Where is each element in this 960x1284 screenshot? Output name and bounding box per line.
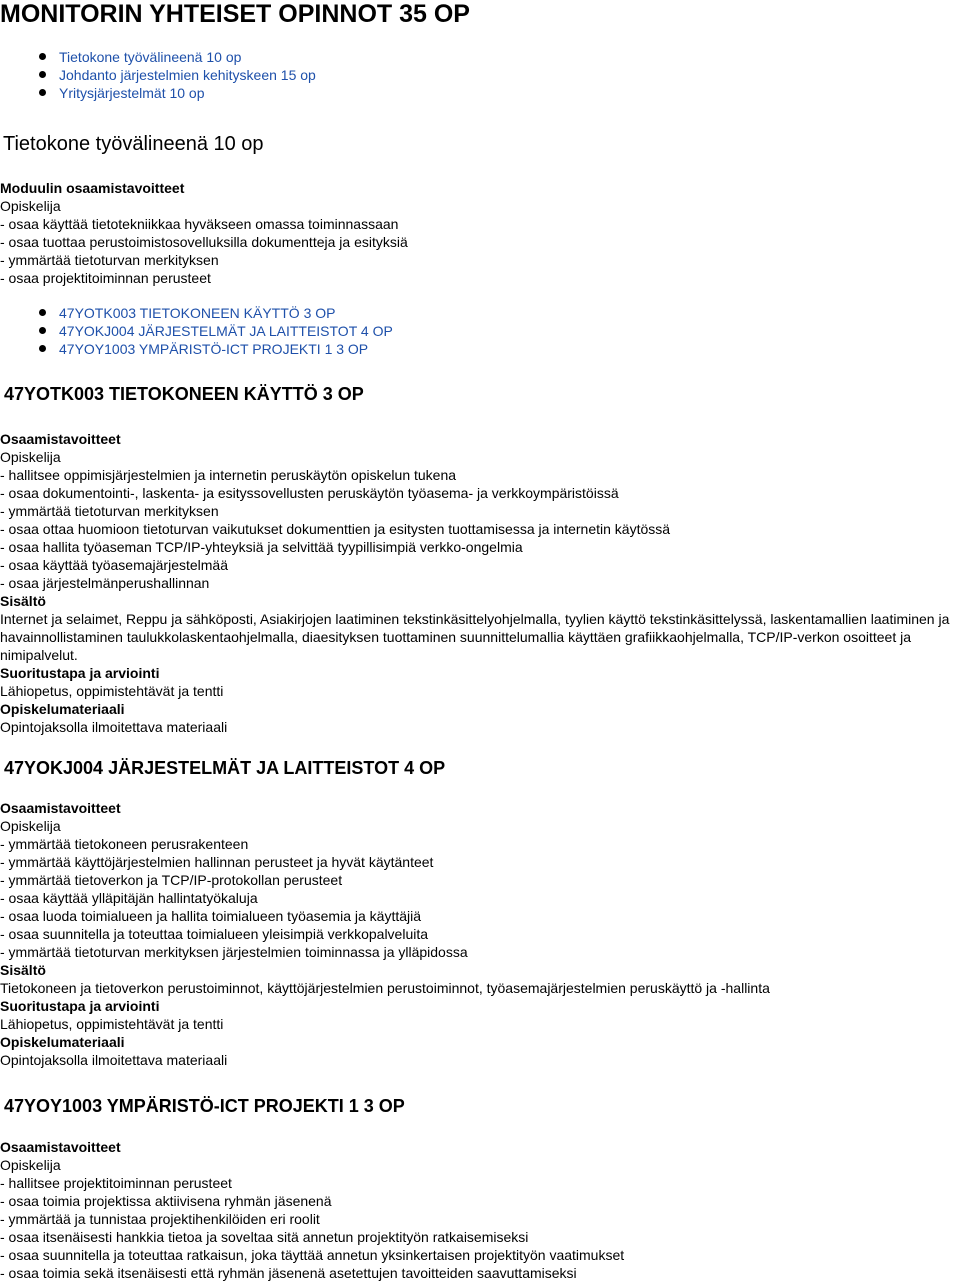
goal-line: - hallitsee projektitoiminnan perusteet [0, 1175, 232, 1191]
goal-line: - osaa ottaa huomioon tietoturvan vaikutukset dokumenttien ja esitysten tuottamisessa ja internetin käytössä [0, 521, 671, 537]
goals-heading: Osaamistavoitteet [0, 800, 121, 816]
content-text: Internet ja selaimet, Reppu ja sähköposti, Asiakirjojen laatiminen tekstinkäsittelyohjelmalla, tyylien käyttö tekstinkäsittelyssä, laskentamallien laatiminen ja havainnollistaminen taulukkolaskentaohjelmalla, diaesityksen tuottaminen suunnittelumallia käyttäen grafiikkaohjelmalla, TCP/IP-verkon osoitteet ja nimipalvelut. [0, 611, 950, 663]
goal-line: - ymmärtää tietoturvan merkityksen [0, 503, 219, 519]
content-text: Tietokoneen ja tietoverkon perustoiminnot, käyttöjärjestelmien perustoiminnot, työasemajärjestelmien peruskäyttö ja -hallinta [0, 980, 770, 996]
goal-line: - ymmärtää käyttöjärjestelmien hallinnan perusteet ja hyvät käytänteet [0, 854, 434, 870]
bullet-icon [39, 345, 46, 352]
module-goal-line: - osaa projektitoiminnan perusteet [0, 270, 211, 286]
student-label: Opiskelija [0, 818, 61, 834]
goal-line: - ymmärtää tietoverkon ja TCP/IP-protokollan perusteet [0, 872, 343, 888]
goal-line: - osaa suunnitella ja toteuttaa toimialueen yleisimpiä verkkopalveluita [0, 926, 429, 942]
content-heading: Sisältö [0, 962, 46, 978]
goal-line: - osaa luoda toimialueen ja hallita toimialueen työasemia ja käyttäjiä [0, 908, 422, 924]
top-link-label[interactable]: Johdanto järjestelmien kehityskeen 15 op [59, 67, 316, 83]
material-heading: Opiskelumateriaali [0, 701, 125, 717]
goal-line: - hallitsee oppimisjärjestelmien ja internetin peruskäytön opiskelun tukena [0, 467, 457, 483]
method-text: Lähiopetus, oppimistehtävät ja tentti [0, 683, 224, 699]
method-text: Lähiopetus, oppimistehtävät ja tentti [0, 1016, 224, 1032]
module-goals-block [0, 179, 960, 287]
goal-line: - osaa itsenäisesti hankkia tietoa ja soveltaa sitä annetun projektityön ratkaisemiseksi [0, 1229, 529, 1245]
module-goal-line: - osaa käyttää tietotekniikkaa hyväkseen omassa toiminnassaan [0, 216, 399, 232]
material-text: Opintojaksolla ilmoitettava materiaali [0, 1052, 228, 1068]
material-heading: Opiskelumateriaali [0, 1034, 125, 1050]
student-label: Opiskelija [0, 449, 61, 465]
goal-line: - ymmärtää tietokoneen perusrakenteen [0, 836, 249, 852]
goal-line: - osaa dokumentointi-, laskenta- ja esityssovellusten peruskäytön työasema- ja verkkoympäristöissä [0, 485, 619, 501]
bullet-icon [39, 309, 46, 316]
course-link-label[interactable]: 47YOKJ004 JÄRJESTELMÄT JA LAITTEISTOT 4 OP [59, 323, 393, 339]
method-heading: Suoritustapa ja arviointi [0, 665, 160, 681]
goal-line: - osaa suunnitella ja toteuttaa ratkaisun, joka täyttää annetun yksinkertaisen projektityön vaatimukset [0, 1247, 625, 1263]
goal-line: - osaa toimia sekä itsenäisesti että ryhmän jäsenenä asetettujen tavoitteiden saavuttamiseksi [0, 1265, 577, 1281]
module-title: Tietokone työvälineenä 10 op [3, 133, 264, 155]
bullet-icon [39, 53, 46, 60]
method-heading: Suoritustapa ja arviointi [0, 998, 160, 1014]
module-goals-heading: Moduulin osaamistavoitteet [0, 180, 185, 196]
material-text: Opintojaksolla ilmoitettava materiaali [0, 719, 228, 735]
goal-line: - osaa hallita työaseman TCP/IP-yhteyksiä ja selvittää tyypillisimpiä verkko-ongelmia [0, 539, 523, 555]
course-title: 47YOTK003 TIETOKONEEN KÄYTTÖ 3 OP [4, 384, 364, 404]
goal-line: - osaa käyttää työasemajärjestelmää [0, 557, 228, 573]
bullet-icon [39, 89, 46, 96]
content-heading: Sisältö [0, 593, 46, 609]
goal-line: - osaa käyttää ylläpitäjän hallintatyökaluja [0, 890, 258, 906]
goal-line: - ymmärtää ja tunnistaa projektihenkilöiden eri roolit [0, 1211, 320, 1227]
course-title: 47YOY1003 YMPÄRISTÖ-ICT PROJEKTI 1 3 OP [4, 1096, 405, 1116]
goals-heading: Osaamistavoitteet [0, 1139, 121, 1155]
course-body [0, 430, 960, 736]
goals-heading: Osaamistavoitteet [0, 431, 121, 447]
bullet-icon [39, 327, 46, 334]
top-link-label[interactable]: Yritysjärjestelmät 10 op [59, 85, 205, 101]
goal-line: - ymmärtää tietoturvan merkityksen järjestelmien toiminnassa ja ylläpidossa [0, 944, 468, 960]
bullet-icon [39, 71, 46, 78]
course-link-label[interactable]: 47YOTK003 TIETOKONEEN KÄYTTÖ 3 OP [59, 305, 336, 321]
student-label: Opiskelija [0, 1157, 61, 1173]
goal-line: - osaa toimia projektissa aktiivisena ryhmän jäsenenä [0, 1193, 332, 1209]
page-title: MONITORIN YHTEISET OPINNOT 35 OP [0, 0, 470, 28]
module-goal-line: - ymmärtää tietoturvan merkityksen [0, 252, 219, 268]
goal-line: - osaa järjestelmänperushallinnan [0, 575, 210, 591]
course-title: 47YOKJ004 JÄRJESTELMÄT JA LAITTEISTOT 4 OP [4, 758, 446, 778]
course-body [0, 799, 960, 1069]
course-link-label[interactable]: 47YOY1003 YMPÄRISTÖ-ICT PROJEKTI 1 3 OP [59, 341, 369, 357]
module-student-label: Opiskelija [0, 198, 61, 214]
top-link-label[interactable]: Tietokone työvälineenä 10 op [59, 49, 242, 65]
course-body [0, 1138, 960, 1282]
module-goal-line: - osaa tuottaa perustoimistosovelluksilla dokumentteja ja esityksiä [0, 234, 408, 250]
